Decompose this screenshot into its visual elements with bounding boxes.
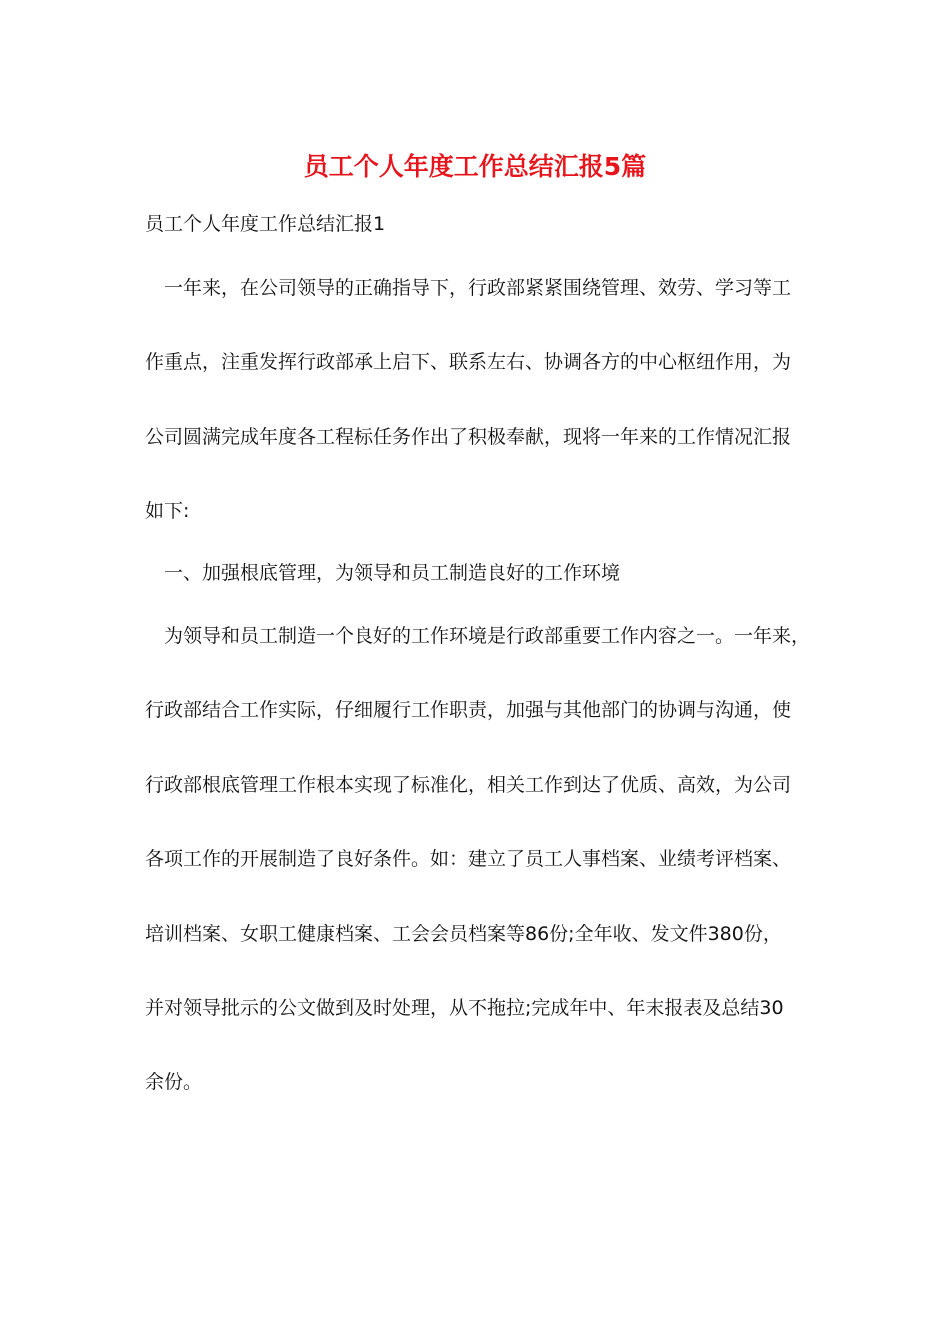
paragraph1-line3: 公司圆满完成年度各工程标任务作出了积极奉献，现将一年来的工作情况汇报 (145, 426, 792, 448)
paragraph1-line4: 如下: (145, 500, 190, 522)
document-title: 员工个人年度工作总结汇报5篇 (303, 152, 647, 181)
section1-heading: 一、加强根底管理，为领导和员工制造良好的工作环境 (164, 562, 621, 584)
paragraph2-line6: 并对领导批示的公文做到及时处理，从不拖拉;完成年中、年末报表及总结30 (145, 997, 784, 1019)
paragraph2-line4: 各项工作的开展制造了良好条件。如：建立了员工人事档案、业绩考评档案、 (145, 848, 792, 870)
paragraph1-line2: 作重点，注重发挥行政部承上启下、联系左右、协调各方的中心枢纽作用，为 (145, 351, 792, 373)
subheading: 员工个人年度工作总结汇报1 (145, 213, 386, 235)
paragraph2-line5: 培训档案、女职工健康档案、工会会员档案等86份;全年收、发文件380份， (145, 923, 782, 945)
paragraph1-line1: 一年来，在公司领导的正确指导下，行政部紧紧围绕管理、效劳、学习等工 (164, 277, 792, 299)
paragraph2-line2: 行政部结合工作实际，仔细履行工作职责，加强与其他部门的协调与沟通，使 (145, 699, 792, 721)
paragraph2-line3: 行政部根底管理工作根本实现了标准化，相关工作到达了优质、高效，为公司 (145, 774, 792, 796)
paragraph2-line1: 为领导和员工制造一个良好的工作环境是行政部重要工作内容之一。一年来， (164, 625, 811, 647)
paragraph2-line7: 余份。 (145, 1071, 203, 1093)
